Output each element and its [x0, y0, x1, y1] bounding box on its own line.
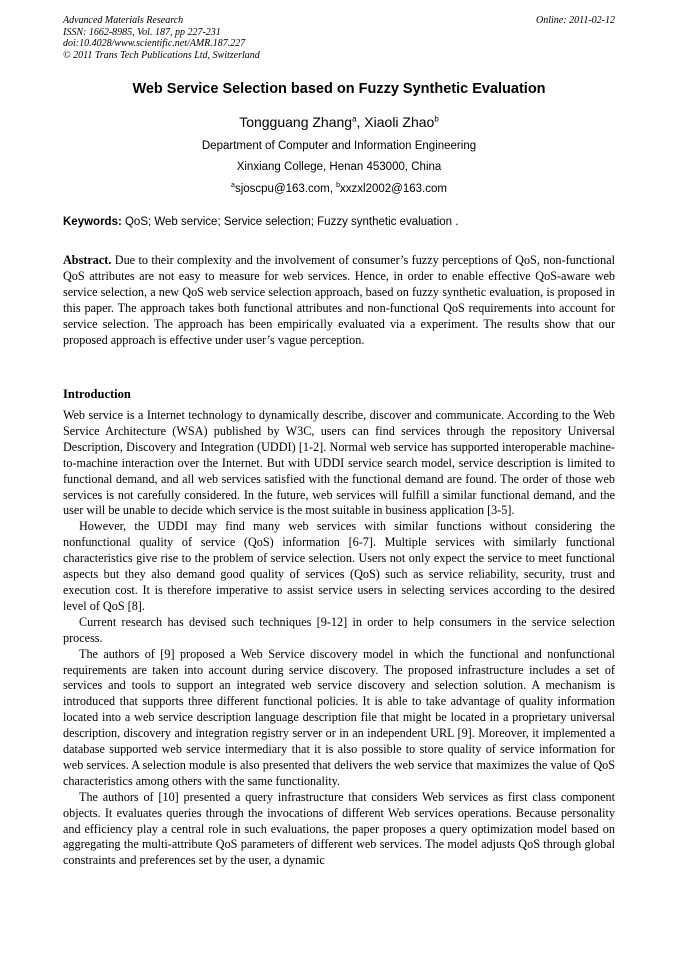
department: Department of Computer and Information Engineering — [201, 140, 477, 152]
section-heading: Introduction — [63, 387, 131, 401]
author-line — [63, 114, 615, 130]
author-name: Xiaoli Zhao — [364, 114, 435, 130]
paragraph: Current research has devised such techniques [9-12] in order to help consumers in the service selection process. — [63, 614, 615, 645]
paragraph: The authors of [9] proposed a Web Service discovery model in which the functional and nonfunctional requirements are taken into account during service discovery. The proposed infrastructure includes a set of services and tools to support an integrated web service discovery and selection solution. A mechanism is introduced that supports three different functional policies. It is able to take advantage of quality information located into a web service description language description file that might be located in a proprietary universal description, discovery and integration registry server or in an independent URL [9]. Moreover, it implemented a database supported web service intermediary that it is also possible to store quality of service information for web services. A selection module is also presented that delivers the web service that maximizes the value of QoS characteristics among others with the same functionality. — [63, 646, 615, 788]
email-mark: b — [336, 182, 341, 189]
keywords-label: Keywords: — [63, 216, 122, 228]
email-line — [63, 182, 615, 195]
email-address: sjoscpu@163.com, — [234, 182, 337, 195]
paragraph: The authors of [10] presented a query infrastructure that considers Web services as first class component objects. It evaluates queries through the invocations of different Web services operations. Because personality and efficiency play a central role in such evaluations, the paper proposes a query optimization model based on aggregating the multi-attribute QoS parameters of different web services. The model adjusts QoS through global constraints and preferences set by the user, a dynamic — [63, 789, 615, 868]
paragraph: However, the UDDI may find many web services with similar functions without considering the nonfunctional quality of service (QoS) information [6-7]. Multiple services with similarly functional characteristics give rise to the problem of service selection. Users not only expect the service to meet functional aspects but they also demand good quality of services (QoS) such as service reliability, security, trust and execution cost. It is therefore imperative to assist service users in selecting services according to the desired level of QoS [8]. — [63, 519, 615, 613]
journal-name: Advanced Materials Research — [63, 15, 184, 26]
introduction-body — [63, 408, 615, 869]
email-mark: a — [231, 182, 235, 189]
keywords — [63, 216, 615, 228]
journal-header — [63, 15, 615, 61]
author-separator: , — [356, 114, 365, 130]
doi-line: doi:10.4028/www.scientific.net/AMR.187.227 — [63, 38, 246, 49]
affiliation-mark: b — [434, 114, 439, 124]
affiliation-mark: a — [352, 114, 357, 124]
online-date: Online: 2011-02-12 — [536, 15, 615, 26]
abstract — [63, 253, 615, 348]
abstract-label: Abstract. — [63, 253, 112, 267]
paragraph: Web service is a Internet technology to dynamically describe, discover and communicate. According to the Web Service Architecture (WSA) published by W3C, users can find services through the repository Universal Description, Discovery and Integration (UDDI) [1-2]. Normal web service has supported interoperable machine-to-machine interaction over the Internet. But with UDDI service search model, service description is limited to functional demand, and all web services satisfied with the functional demand are found. The order of those web services is not carefully considered. In the future, web services will fulfill a similar functional demand, and the user will be unable to decide which service is the most suitable in business application [3-5]. — [63, 408, 615, 518]
college-address: Xinxiang College, Henan 453000, China — [236, 161, 442, 173]
keywords-text: QoS; Web service; Service selection; Fuzzy synthetic evaluation . — [121, 216, 459, 228]
paper-title: Web Service Selection based on Fuzzy Synthetic Evaluation — [132, 81, 546, 97]
email-address: xxzxl2002@163.com — [340, 182, 447, 195]
author-name: Tongguang Zhang — [239, 114, 353, 130]
abstract-text: Due to their complexity and the involvement of consumer’s fuzzy perceptions of QoS, non-functional QoS attributes are not easy to measure for web services. Hence, in order to enable effective QoS-aware web service selection, a new QoS web service selection approach, based on fuzzy synthetic evaluation, is proposed in this paper. The approach takes both functional attributes and non-functional QoS requirements into account for service selection. The approach has been empirically evaluated via a experiment. The results show that our proposed approach is effective under user’s vague perception. — [63, 253, 615, 347]
issn-line: ISSN: 1662-8985, Vol. 187, pp 227-231 — [63, 26, 221, 38]
copyright-line: © 2011 Trans Tech Publications Ltd, Switzerland — [63, 49, 260, 61]
